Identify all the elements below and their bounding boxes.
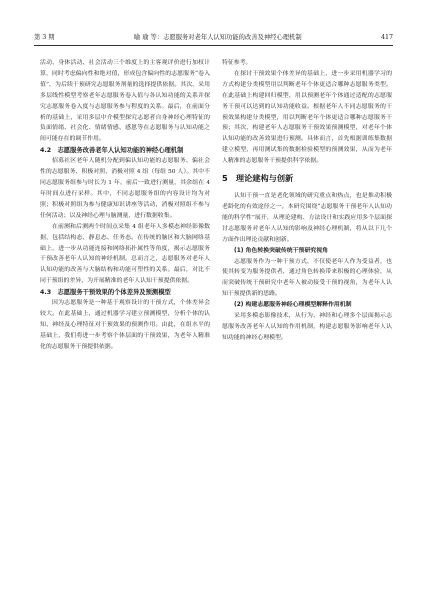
subheading-5-1: (1) 角色转换突破传统干预研究视角 [234, 247, 329, 254]
running-title: 喻 瑜 等：志愿服务对老年人认知功能的改善及神经心理机制 [133, 34, 302, 41]
paragraph: 采用多模态影像技术，从行为、神经和心理多个层面揭示志愿服务改善老年人认知的作用机制，构建志愿服务影响老年人认知功能的神经心理模型。 [222, 313, 392, 341]
issue-number: 第 3 期 [34, 34, 55, 41]
section-heading-5: 5 理论建构与创新 [222, 173, 294, 184]
page-number: 417 [380, 34, 393, 41]
paragraph: 特征参考。 [222, 60, 252, 66]
paragraph: 认知干预一直是老化领域的研究重点和热点，也是推动积极老龄化的有效途径之一。本研究围绕“志愿服务干预老年人认知功能的科学性”展开，从理论建构、方法设计和实践应用多个层面探讨志愿服务对老年人认知的影响及神经心理机制，将从以下几个方面作出理论贡献和创新。 [222, 193, 392, 243]
paragraph: 活动、身体活动、社会活动三个维度上的主客观评价进行加权计算，同时考虑偏向性和绝对值，形成包含偏向性的志愿服务“卷入值”，为后续干预研究志愿服务剂量的选择提供依据。其次，采用多层线性模型考察老年志愿服务卷入值与各认知功能的关系并探究志愿服务卷入度与志愿服务参与程度的关系。最后，在前面分析的基础上，采用多层中介模型探究志愿者自身神经心理特征的负面情绪、社会化、情绪情感、感恩等在志愿服务与认知功能之间可能存在的调节作用。 [40, 60, 210, 143]
subheading-5-2: (2) 构建志愿服务神经心理模型解释作用机制 [234, 302, 352, 309]
section-heading-4-3: 4.3 志愿服务干预效果的个体差异及预测模型 [40, 289, 171, 297]
left-column [40, 58, 210, 578]
paragraph: 在前测和后测两个时间点采集 4 组老年人多模态神经影像数据，包括结构态、静息态、任务态。在传统的脑区和大脑网络基础上，进一步从功能连接和网络拓扑属性等角度，揭示志愿服务干预改善老年人认知的神经机制。总而言之，志愿服务对老年人认知功能的改善与大脑结构和功能可塑性的关系。最后，对比不同干预组的差异，为开展精准的老年人认知干预提供依据。 [40, 223, 210, 285]
paragraph: 招募社区老年人随机分配到偏认知功能的志愿服务、偏社会性的志愿服务、积极对照、消极对照 4 组（每组 50 人）。其中不同志愿服务组参与时长为 1 年，前后一致进行测量，其余组在 4 年时间点进行采样。其中，不同志愿服务组的内容设计均为对照；积极对照组为参与健康知识讲座等活动，消极对照组不参与任何活动；以及神经心理与脑测量，进行数据收集。 [40, 158, 210, 219]
paragraph: 在探讨干预效果个体差异的基础上，进一步采用机器学习的方式构建分类模型用以判断老年个体更适合哪种志愿服务类型。在此基础上构建回归模型，用以预测老年个体通过适配的志愿服务干预可以达到的认知功能收益。根据老年人不同志愿服务的干预效果构建分类模型，用以判断老年个体更适合哪种志愿服务干预；其次，构建老年人志愿服务干预效果预测模型，对老年个体认知功能的改善效果进行预测。具体而言，首先根据训练集数据建立模型，再用测试集的数据检验模型的预测效果，从而为老年人精准的志愿服务干预提供科学依据。 [222, 70, 392, 165]
paragraph: 志愿服务作为一种干预方式，不仅使老年人作为受益者，也使其转变为服务提供者，通过角色转换带来积极的心理体验，从而突破传统干预研究中老年人被动接受干预的视角，为老年人认知干预提供新的思路。 [222, 258, 392, 298]
section-heading-4-2: 4.2 志愿服务改善老年人认知功能的神经心理机制 [40, 147, 184, 155]
running-header [34, 28, 393, 42]
paragraph: 因为志愿服务是一种基于观察设计的干预方式，个体差异会较大。在此基础上，通过机器学习建立预测模型，分析个体的认知、神经及心理特征对干预效果的预测作用。由此，在组水平的基础上，我们将进一步考察个体层面的干预效果，为老年人精准化的志愿服务干预提供依据。 [40, 300, 210, 350]
header-rule [34, 45, 393, 46]
right-column [222, 58, 392, 578]
